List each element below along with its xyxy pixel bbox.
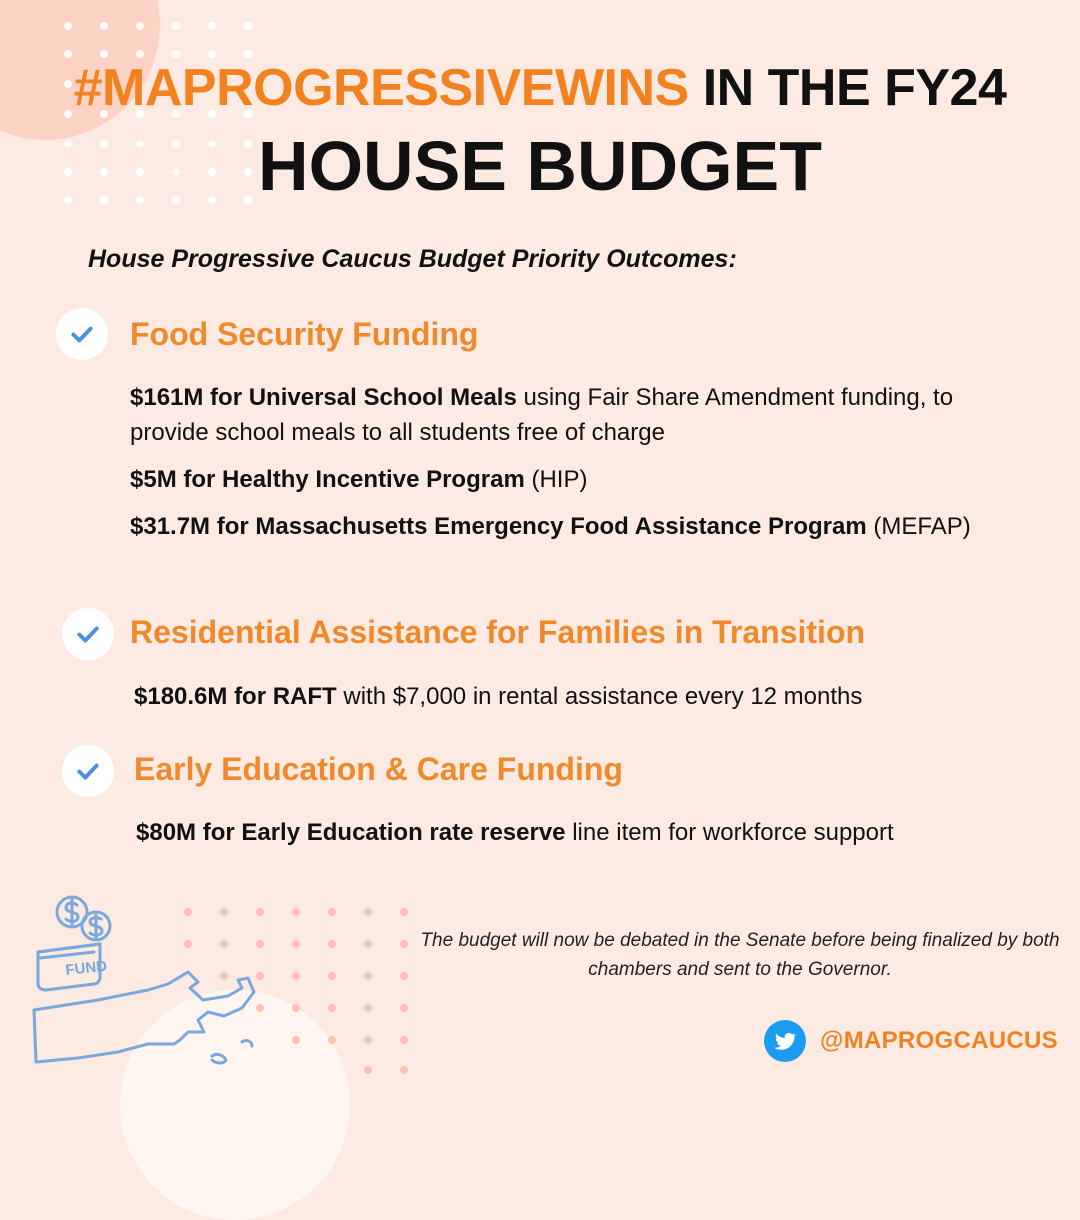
item-description: line item for workforce support	[572, 819, 894, 846]
section-heading-early-education: Early Education & Care Funding	[134, 751, 623, 787]
twitter-icon	[764, 1020, 806, 1062]
item-amount: $161M for Universal School Meals	[130, 384, 517, 411]
section-heading-residential-assistance: Residential Assistance for Families in Transition	[130, 614, 866, 650]
item-description: using Fair Share Amendment funding, to provide school meals to all students free of charge	[130, 384, 954, 446]
fund-illustration	[28, 892, 268, 1072]
section-heading-food-security: Food Security Funding	[130, 316, 479, 352]
massachusetts-map-icon	[34, 972, 254, 1063]
item-description: (HIP)	[531, 466, 588, 493]
list-item	[134, 679, 1034, 714]
list-item	[136, 815, 966, 850]
title-line1-rest: IN THE FY24	[702, 59, 1007, 117]
subtitle: House Progressive Caucus Budget Priority Outcomes:	[88, 245, 737, 273]
item-amount: $180.6M for RAFT	[134, 683, 337, 710]
footer-note: The budget will now be debated in the Senate before being finalized by both chambers and sent to the Governor.	[420, 930, 1060, 980]
dollar-coin-icon	[57, 897, 110, 940]
list-item	[130, 380, 990, 450]
social-handle[interactable]	[764, 1020, 1058, 1062]
item-amount: $80M for Early Education rate reserve	[136, 819, 566, 846]
page-title-line-2: HOUSE BUDGET	[258, 127, 822, 205]
page-title-line-1	[0, 58, 1080, 118]
title-hashtag: #MAPROGRESSIVEWINS	[73, 59, 689, 117]
check-icon	[62, 745, 114, 797]
item-amount: $5M for Healthy Incentive Program	[130, 466, 525, 493]
jar-label: FUND	[64, 957, 108, 979]
check-icon	[62, 608, 114, 660]
item-amount: $31.7M for Massachusetts Emergency Food Assistance Program	[130, 513, 867, 540]
item-description: (MEFAP)	[873, 513, 971, 540]
check-icon	[56, 308, 108, 360]
twitter-handle[interactable]: @MAPROGCAUCUS	[820, 1027, 1058, 1054]
item-description: with $7,000 in rental assistance every 12 months	[343, 683, 863, 710]
list-item	[130, 509, 1030, 544]
list-item	[130, 462, 1010, 497]
